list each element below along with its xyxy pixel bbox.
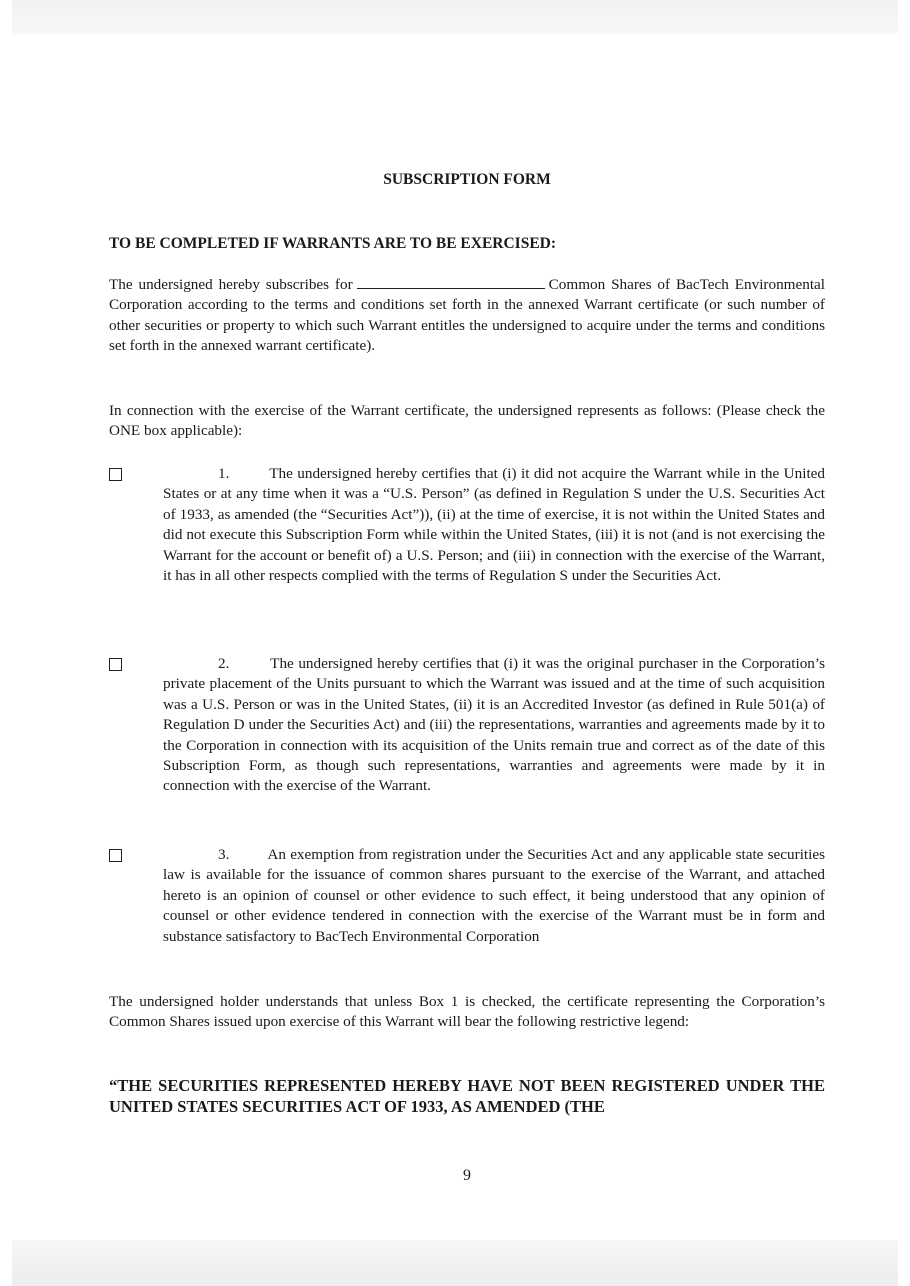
- intro-paragraph: [109, 274, 825, 357]
- intro-before-blank: The undersigned hereby subscribes for: [109, 276, 353, 293]
- scan-edge-bottom: [12, 1240, 898, 1286]
- connection-paragraph: In connection with the exercise of the Warrant certificate, the undersigned represents as follows: (Please check the ONE box applicable):: [109, 402, 825, 440]
- intro-after-blank: Common Shares of BacTech Environmental Corporation according to the terms and conditions set forth in the annexed Warrant certificate (or such number of other securities or property to which such Warrant entitles the undersigned to acquire under the terms and conditions set forth in the annexed warrant certificate).: [109, 276, 825, 355]
- restrictive-legend: “THE SECURITIES REPRESENTED HEREBY HAVE NOT BEEN REGISTERED UNDER THE UNITED STATES SECURITIES ACT OF 1933, AS AMENDED (THE: [109, 1076, 825, 1116]
- holder-paragraph: The undersigned holder understands that unless Box 1 is checked, the certificate representing the Corporation’s Common Shares issued upon exercise of this Warrant will bear the following restrictive legend:: [109, 993, 825, 1031]
- option-1-text: [163, 464, 825, 586]
- option-1-number: 1.: [218, 465, 230, 482]
- section-heading: TO BE COMPLETED IF WARRANTS ARE TO BE EXERCISED:: [109, 235, 557, 252]
- option-2-checkbox[interactable]: [109, 658, 122, 671]
- option-2-number: 2.: [218, 655, 230, 672]
- option-2-text: [163, 654, 825, 797]
- option-1-checkbox[interactable]: [109, 468, 122, 481]
- option-3-text: [163, 845, 825, 947]
- option-1-body: The undersigned hereby certifies that (i) it did not acquire the Warrant while in the United States or at any time when it was a “U.S. Person” (as defined in Regulation S under the U.S. Securities Act of 1933, as amended (the “Securities Act”)), (ii) at the time of exercise, it is not within the United States and did not execute this Subscription Form while within the United States, (iii) it is not (and is not exercising the Warrant for the account or benefit of) a U.S. Person; and (iii) in connection with the exercise of the Warrant, it has in all other respects complied with the terms of Regulation S under the Securities Act.: [163, 465, 826, 585]
- option-3-checkbox[interactable]: [109, 849, 122, 862]
- option-2-body: The undersigned hereby certifies that (i) it was the original purchaser in the Corporation’s private placement of the Units pursuant to which the Warrant was issued and at the time of such acquisition was a U.S. Person or was in the United States, (ii) it is an Accredited Investor (as defined in Rule 501(a) of Regulation D under the Securities Act) and (iii) the representations, warranties and agreements made by it to the Corporation in connection with its acquisition of the Units remain true and correct as of the date of this Subscription Form, as though such representations, warranties and agreements were made by it in connection with the exercise of the Warrant.: [163, 655, 826, 795]
- option-3-number: 3.: [218, 846, 230, 863]
- scan-edge-top: [12, 0, 898, 34]
- page-title: SUBSCRIPTION FORM: [383, 171, 551, 188]
- option-3-body: An exemption from registration under the Securities Act and any applicable state securities law is available for the issuance of common shares pursuant to the exercise of the Warrant, and attached hereto is an opinion of counsel or other evidence to such effect, it being understood that any opinion of counsel or other evidence tendered in connection with the exercise of the Warrant must be in form and substance satisfactory to BacTech Environmental Corporation: [163, 846, 826, 945]
- share-quantity-blank[interactable]: [357, 274, 545, 289]
- page-number: 9: [463, 1167, 471, 1184]
